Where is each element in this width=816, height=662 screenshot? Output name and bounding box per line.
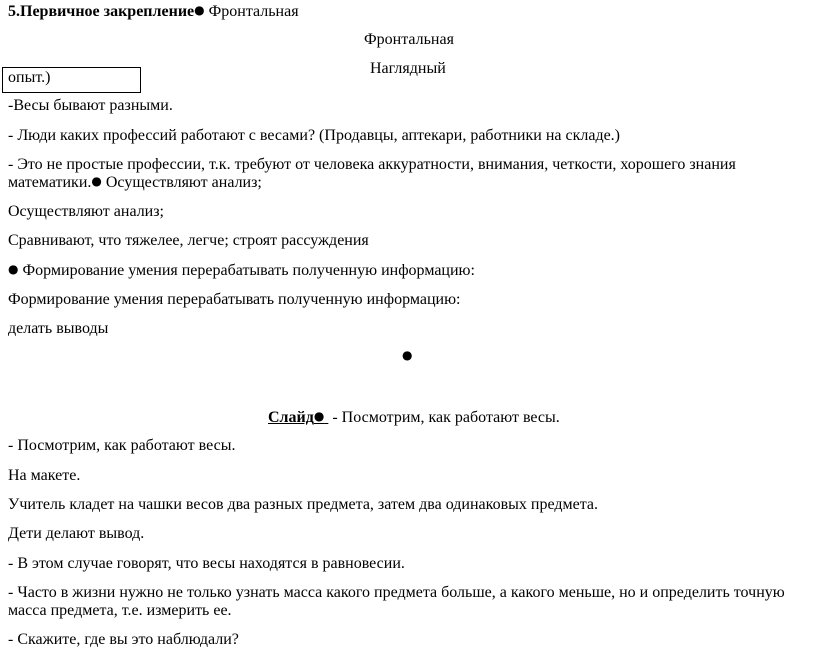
paragraph-line <box>8 173 262 193</box>
paragraph-text: Формирование умения перерабатывать полученную информацию: <box>18 262 475 279</box>
paragraph-line: Формирование умения перерабатывать полученную информацию: <box>8 291 461 308</box>
paragraph-line: Сравнивают, что тяжелее, легче; строят рассуждения <box>8 232 369 249</box>
section-form: Фронтальная <box>208 3 299 20</box>
bullet-icon: ● <box>91 174 102 188</box>
paragraph-line: Осуществляют анализ; <box>8 203 164 220</box>
section-title: 5.Первичное закрепление <box>8 3 195 20</box>
paragraph-text: Осуществляют анализ; <box>101 174 262 191</box>
centered-bullet <box>402 347 412 367</box>
slide-label <box>268 409 328 426</box>
paragraph-line: масса предмета, т.е. измерить ее. <box>8 602 232 619</box>
floating-form-label: Фронтальная <box>364 31 454 48</box>
bullet-icon: ● <box>402 348 413 362</box>
floating-method-label: Наглядный <box>370 60 446 77</box>
paragraph-line: - Это не простые профессии, т.к. требуют от человека аккуратности, внимания, четкости, хорошего знания <box>8 156 736 173</box>
paragraph-line: - Часто в жизни нужно не только узнать масса какого предмета больше, а какого меньше, но и определить точную <box>8 584 785 601</box>
slide-line <box>268 408 560 428</box>
frame-text: опыт.) <box>8 69 51 86</box>
bullet-icon: ● <box>194 3 205 17</box>
paragraph-line: На макете. <box>8 467 81 484</box>
paragraph-line: - Посмотрим, как работают весы. <box>8 437 236 454</box>
paragraph-line: делать выводы <box>8 320 109 337</box>
paragraph-line <box>8 261 475 281</box>
section-header <box>8 2 299 22</box>
paragraph-line: - В этом случае говорят, что весы находятся в равновесии. <box>8 555 405 572</box>
slide-text: - Посмотрим, как работают весы. <box>328 409 560 426</box>
paragraph-line: Дети делают вывод. <box>8 525 145 542</box>
paragraph-line: Учитель кладет на чашки весов два разных предмета, затем два одинаковых предмета. <box>8 496 599 513</box>
bullet-icon: ● <box>8 262 19 276</box>
slide-label-text: Слайд <box>268 409 314 426</box>
paragraph-text: математики. <box>8 174 92 191</box>
paragraph-line: -Весы бывают разными. <box>8 97 173 114</box>
paragraph-line: - Скажите, где вы это наблюдали? <box>8 631 239 648</box>
paragraph-line: - Люди каких профессий работают с весами? (Продавцы, аптекари, работники на складе.) <box>8 127 621 144</box>
bullet-icon: ● <box>313 409 325 423</box>
